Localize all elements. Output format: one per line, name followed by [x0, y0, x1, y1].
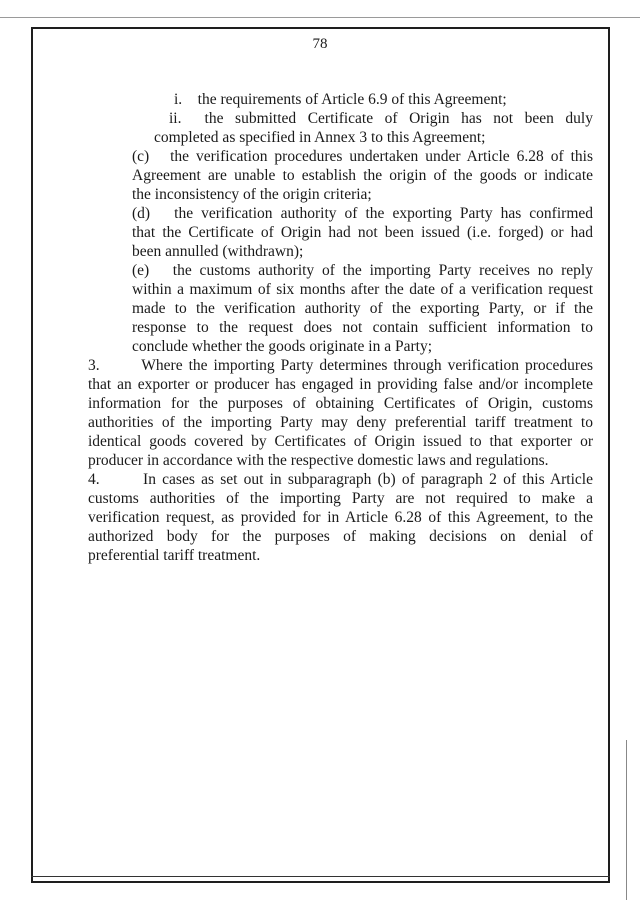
text-line: (e) the customs authority of the importing Party receives no reply	[132, 262, 593, 279]
page-number: 78	[312, 36, 328, 52]
text-line: that an exporter or producer has engaged in providing false and/or incomplete	[88, 376, 593, 393]
text-line: authorized body for the purposes of making decisions on denial of	[88, 528, 593, 545]
text-line: verification request, as provided for in Article 6.28 of this Agreement, to the	[88, 509, 593, 526]
text-line: conclude whether the goods originate in a Party;	[132, 338, 433, 355]
text-line: (c) the verification procedures undertaken under Article 6.28 of this	[132, 148, 593, 165]
top-rule	[0, 17, 640, 18]
text-line: (d) the verification authority of the exporting Party has confirmed	[132, 205, 593, 222]
text-line: i. the requirements of Article 6.9 of this Agreement;	[174, 91, 507, 108]
text-line: completed as specified in Annex 3 to this Agreement;	[154, 129, 486, 146]
text-line: 3. Where the importing Party determines through verification procedures	[88, 357, 593, 374]
text-line: customs authorities of the importing Party are not required to make a	[88, 490, 593, 507]
text-line: Agreement are unable to establish the origin of the goods or indicate	[132, 167, 593, 184]
text-line: made to the verification authority of the exporting Party, or if the	[132, 300, 593, 317]
text-line: response to the request does not contain sufficient information to	[132, 319, 593, 336]
text-line: within a maximum of six months after the date of a verification request	[132, 281, 593, 298]
text-line: information for the purposes of obtaining Certificates of Origin, customs	[88, 395, 593, 412]
text-line: authorities of the importing Party may deny preferential tariff treatment to	[88, 414, 593, 431]
text-line: ii. the submitted Certificate of Origin has not been duly	[169, 110, 593, 127]
document-body	[88, 90, 593, 565]
scan-edge-line	[626, 740, 627, 900]
text-line: 4. In cases as set out in subparagraph (b) of paragraph 2 of this Article	[88, 471, 593, 488]
text-line: producer in accordance with the respective domestic laws and regulations.	[88, 452, 549, 469]
text-line: the inconsistency of the origin criteria;	[132, 186, 372, 203]
text-line: been annulled (withdrawn);	[132, 243, 304, 260]
text-line: preferential tariff treatment.	[88, 547, 261, 564]
page-border-bottom-double-rule	[31, 876, 610, 883]
text-line: identical goods covered by Certificates of Origin issued to that exporter or	[88, 433, 593, 450]
text-line: that the Certificate of Origin had not been issued (i.e. forged) or had	[132, 224, 593, 241]
